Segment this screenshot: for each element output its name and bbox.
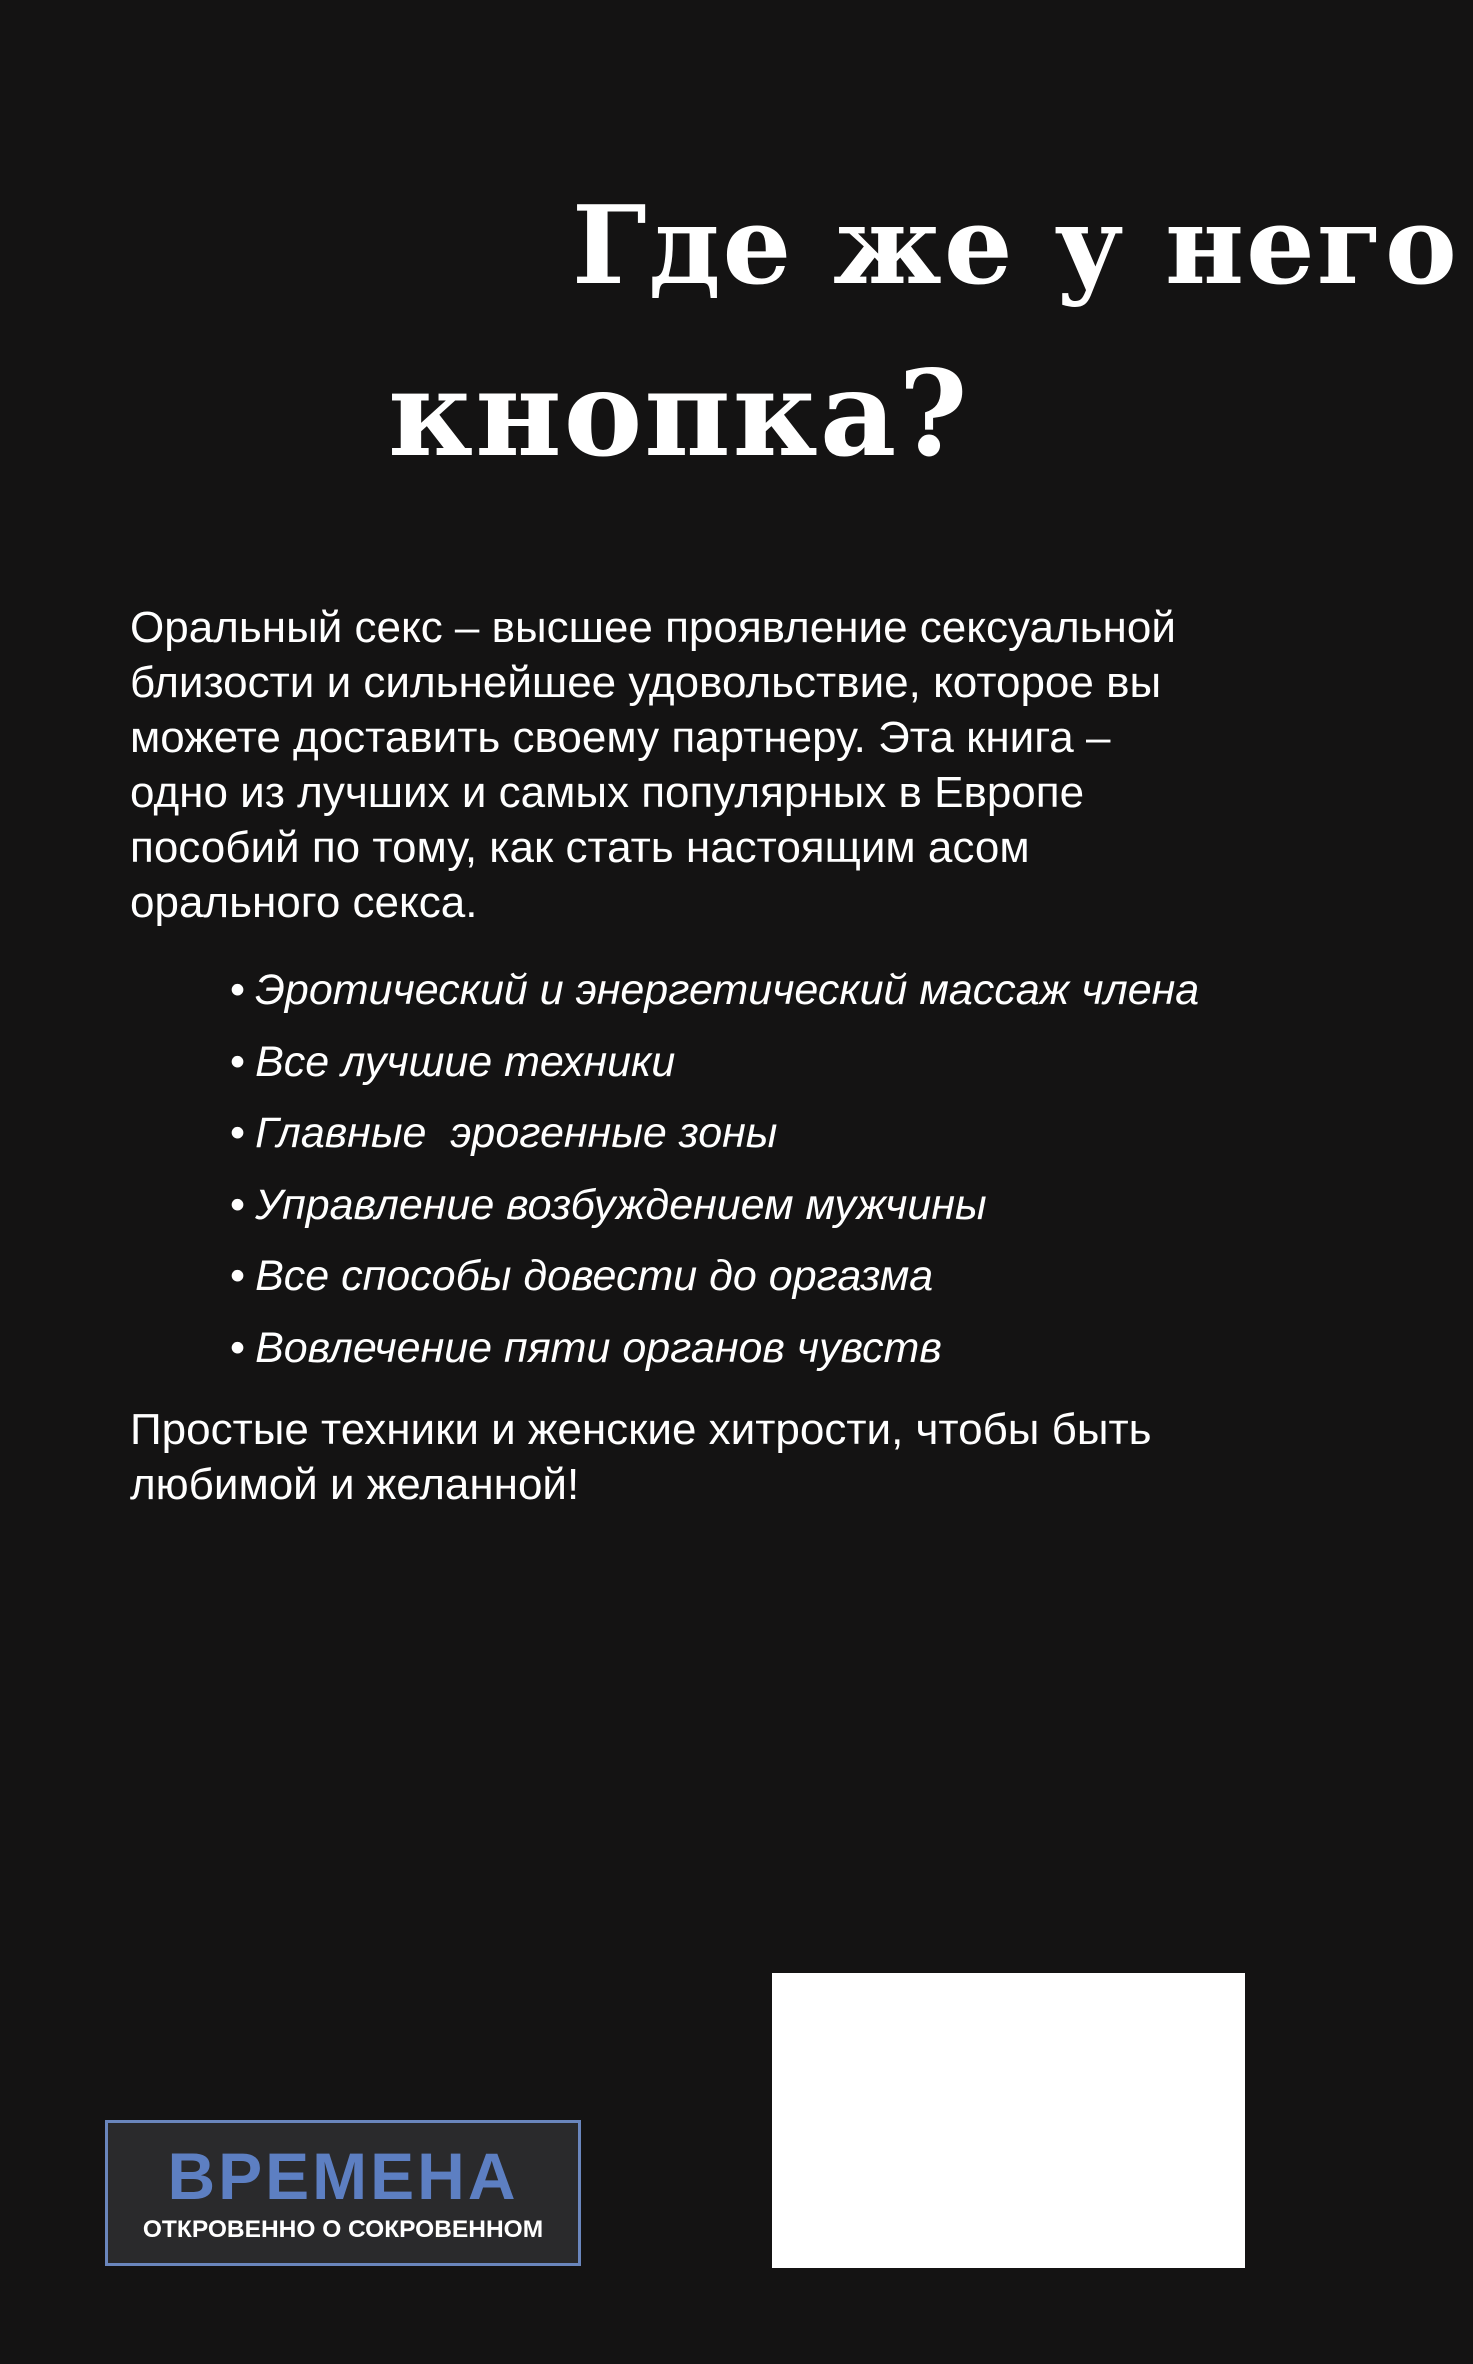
feature-item [230,1170,1199,1242]
bullet-icon: • [230,966,246,1014]
intro-paragraph [130,600,1330,930]
intro-line: Оральный секс – высшее проявление сексуальной [130,603,1176,652]
intro-line: пособий по тому, как стать настоящим асом [130,823,1030,872]
publisher-tagline: ОТКРОВЕННО О СОКРОВЕННОМ [142,2216,544,2243]
feature-text: Эротический и энергетический массаж члена [255,966,1200,1014]
closing-paragraph [130,1402,1330,1512]
feature-text: Главные эрогенные зоны [255,1109,778,1157]
headline-line-2: кнопка? [388,344,970,483]
intro-line: близости и сильнейшее удовольствие, которое вы [130,658,1162,707]
closing-line: любимой и желанной! [130,1460,580,1509]
feature-text: Все лучшие техники [255,1037,676,1086]
publisher-logo [105,2120,581,2266]
intro-line: орального секса. [130,878,478,927]
feature-text: Управление возбуждением мужчины [255,1180,987,1229]
feature-item [230,1027,1199,1099]
closing-line: Простые техники и женские хитрости, чтобы быть [130,1405,1152,1454]
bullet-icon: • [230,1037,246,1086]
bullet-icon: • [230,1180,246,1229]
intro-line: одно из лучших и самых популярных в Европе [130,768,1085,817]
headline-line-1: Где же у него [572,183,1459,309]
feature-list [230,955,1199,1384]
bullet-icon: • [230,1323,246,1372]
feature-text: Все способы довести до оргазма [255,1252,934,1300]
intro-line: можете доставить своему партнеру. Эта книга – [130,713,1111,762]
feature-item [230,1241,1199,1313]
feature-item [230,955,1199,1027]
bullet-icon: • [230,1252,246,1300]
feature-item [230,1098,1199,1170]
publisher-name: ВРЕМЕНА [167,2139,519,2213]
barcode-area [772,1973,1245,2268]
feature-item [230,1313,1199,1385]
bullet-icon: • [230,1109,246,1157]
feature-text: Вовлечение пяти органов чувств [255,1323,942,1372]
